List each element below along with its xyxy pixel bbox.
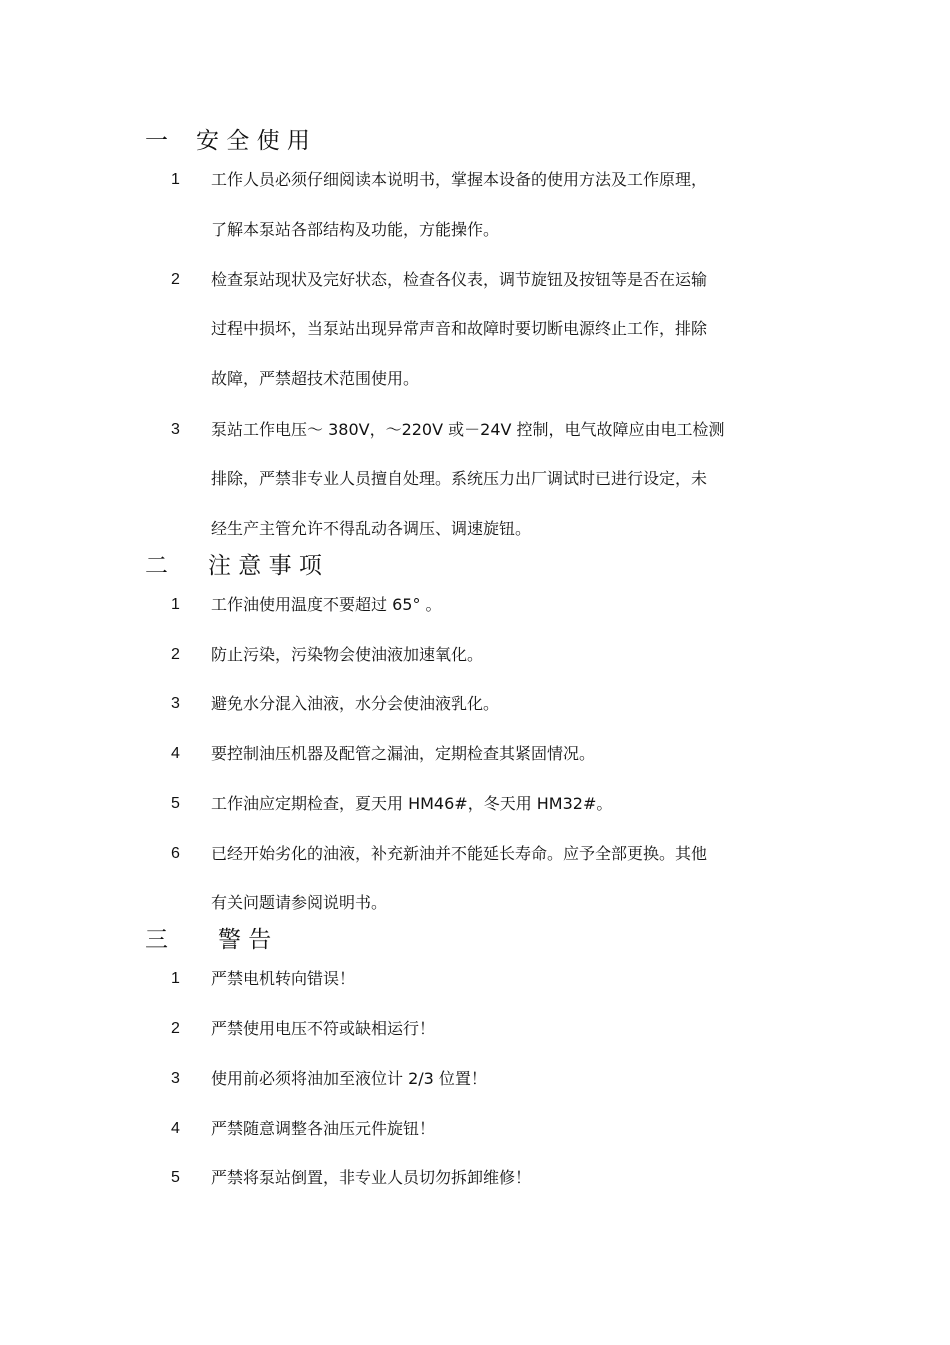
section-3-item-4-number: 4 xyxy=(171,1120,180,1137)
section-1-item-3-line-2: 排除，严禁非专业人员擅自处理。系统压力出厂调试时已进行设定，未 xyxy=(211,469,708,488)
section-2-item-5-number: 5 xyxy=(171,795,180,812)
section-1-item-2-line-1: 检查泵站现状及完好状态，检查各仪表，调节旋钮及按钮等是否在运输 xyxy=(211,270,708,289)
section-1-number: 一 xyxy=(145,128,168,154)
section-3-item-5-line-1: 严禁将泵站倒置，非专业人员切勿拆卸维修！ xyxy=(211,1168,532,1187)
section-2-item-6-line-2: 有关问题请参阅说明书。 xyxy=(211,893,388,912)
section-3-item-5-number: 5 xyxy=(171,1169,180,1186)
section-1-item-3-line-3: 经生产主管允许不得乱动各调压、调速旋钮。 xyxy=(211,519,532,538)
section-3-item-1-line-1: 严禁电机转向错误！ xyxy=(211,969,356,988)
section-2-item-1-number: 1 xyxy=(171,596,180,613)
section-2-item-3-line-1: 避免水分混入油液，水分会使油液乳化。 xyxy=(211,694,500,713)
section-3-item-3-number: 3 xyxy=(171,1070,180,1087)
section-2-item-5-line-1: 工作油应定期检查，夏天用 HM46#，冬天用 HM32#。 xyxy=(211,794,613,813)
section-3-number: 三 xyxy=(145,927,168,953)
section-3-item-4-line-1: 严禁随意调整各油压元件旋钮！ xyxy=(211,1119,436,1138)
section-1-item-1-number: 1 xyxy=(171,171,180,188)
section-1-item-3-number: 3 xyxy=(171,421,180,438)
section-2-title: 注 意 事 项 xyxy=(208,553,322,579)
section-1-item-3-line-1: 泵站工作电压～ 380V，～220V 或－24V 控制，电气故障应由电工检测 xyxy=(211,420,725,439)
section-2-item-2-number: 2 xyxy=(171,646,180,663)
section-3-title: 警 告 xyxy=(218,927,272,953)
section-2-item-4-line-1: 要控制油压机器及配管之漏油，定期检查其紧固情况。 xyxy=(211,744,596,763)
section-2-number: 二 xyxy=(145,553,168,579)
section-2-item-2-line-1: 防止污染，污染物会使油液加速氧化。 xyxy=(211,645,484,664)
section-1-item-2-line-2: 过程中损坏，当泵站出现异常声音和故障时要切断电源终止工作，排除 xyxy=(211,319,708,338)
section-1-title: 安 全 使 用 xyxy=(196,128,310,154)
section-3-item-3-line-1: 使用前必须将油加至液位计 2/3 位置！ xyxy=(211,1069,487,1088)
section-2-item-6-line-1: 已经开始劣化的油液，补充新油并不能延长寿命。应予全部更换。其他 xyxy=(211,844,708,863)
section-3-item-2-number: 2 xyxy=(171,1020,180,1037)
section-2-item-3-number: 3 xyxy=(171,695,180,712)
section-3-item-2-line-1: 严禁使用电压不符或缺相运行！ xyxy=(211,1019,436,1038)
section-1-item-1-line-1: 工作人员必须仔细阅读本说明书，掌握本设备的使用方法及工作原理， xyxy=(211,170,708,189)
section-2-item-6-number: 6 xyxy=(171,845,180,862)
section-1-item-2-line-3: 故障，严禁超技术范围使用。 xyxy=(211,369,420,388)
section-1-item-2-number: 2 xyxy=(171,271,180,288)
section-3-item-1-number: 1 xyxy=(171,970,180,987)
section-1-item-1-line-2: 了解本泵站各部结构及功能，方能操作。 xyxy=(211,220,500,239)
section-2-item-4-number: 4 xyxy=(171,745,180,762)
section-2-item-1-line-1: 工作油使用温度不要超过 65° 。 xyxy=(211,595,442,614)
